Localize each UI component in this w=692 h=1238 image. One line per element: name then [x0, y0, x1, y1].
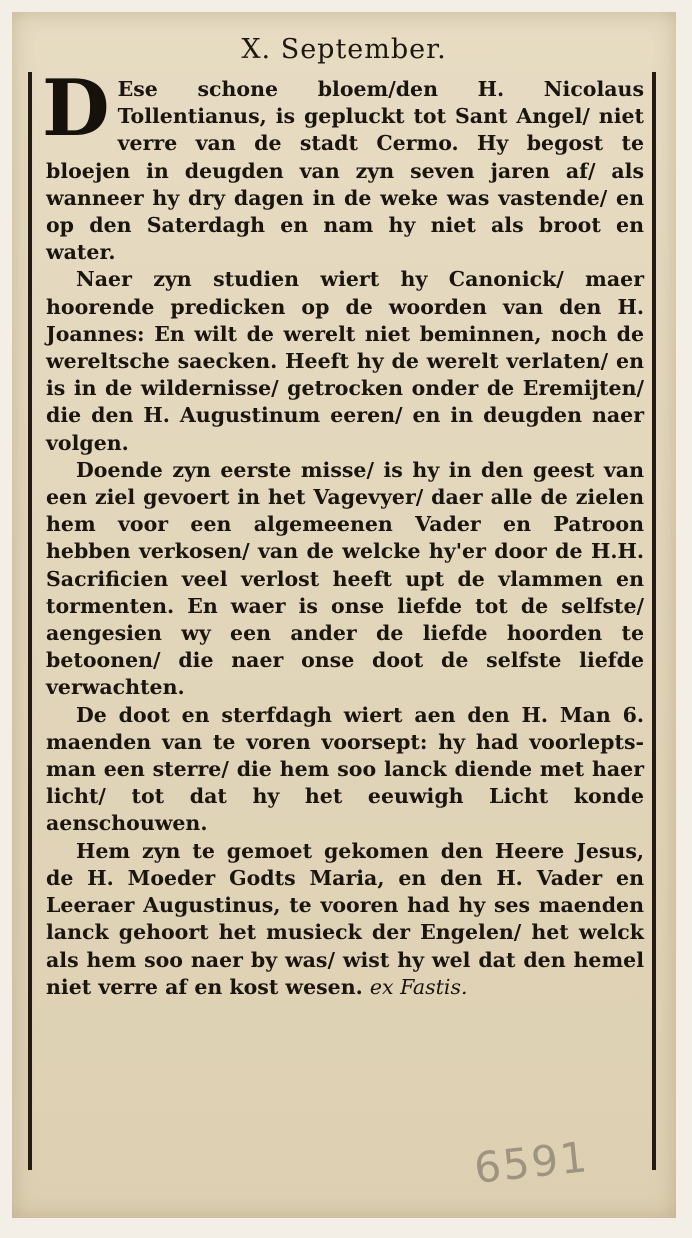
body-text: [42, 63, 644, 1001]
source-citation: ex Fastis.: [369, 974, 468, 999]
paragraph-2: Naer zyn studien wiert hy Canonick/ maer hoorende predicken op de woorden van den H. Joannes: En wilt de werelt niet beminnen, noch de wereltsche saecken. Heeft hy de werelt verlaten/ en is in de wildernisse/ getrocken onder de Eremijten/ die den H. Augustinum eeren/ en in deugden naer volgen.: [46, 267, 644, 455]
paragraph-3: Doende zyn eerste misse/ is hy in den geest van een ziel gevoert in het Vagevyer/ daer alle de zielen hem voor een algemeenen Vader en Patroon hebben verkosen/ van de welcke hy'er door de H.H. Sacrificien veel verlost heeft upt de vlammen en tormenten. En waer is onse liefde tot de selfste/ aengesien wy een ander de liefde hoorden te betoonen/ die naer onse doot de selfste liefde verwachten.: [46, 457, 644, 700]
paragraph-1: [42, 63, 644, 266]
paragraph-1-text: Ese schone bloem/den H. Nicolaus Tollentianus, is gepluckt tot Sant Angel/ niet verre van de stadt Cermo. Hy begost te bloejen in deugden van zyn seven jaren af/ als wanneer hy dry dagen in de weke was vastende/ en op den Saterdagh en nam hy niet als broot en water.: [46, 77, 644, 265]
paragraph-5: [46, 838, 644, 1001]
drop-cap: D: [42, 63, 110, 154]
left-border-rule: [28, 72, 32, 1170]
handwritten-shelfmark: 6591: [471, 1132, 592, 1193]
page-title: X. September.: [241, 34, 447, 65]
right-border-rule: [652, 72, 656, 1170]
print-sheet: [12, 12, 676, 1218]
paragraph-5-text: Hem zyn te gemoet gekomen den Heere Jesus, de H. Moeder Godts Maria, en den H. Vader en Leeraer Augustinus, te vooren had hy ses maenden lanck gehoort het musieck der Engelen/ het welck als hem soo naer by was/ wist hy wel dat den hemel niet verre af en kost wesen.: [46, 838, 644, 999]
paragraph-4: De doot en sterfdagh wiert aen den H. Man 6. maenden van te voren voorsept: hy had voorlepts-man een sterre/ die hem soo lanck diende met haer licht/ tot dat hy het eeuwigh Licht konde aenschouwen.: [46, 702, 644, 836]
